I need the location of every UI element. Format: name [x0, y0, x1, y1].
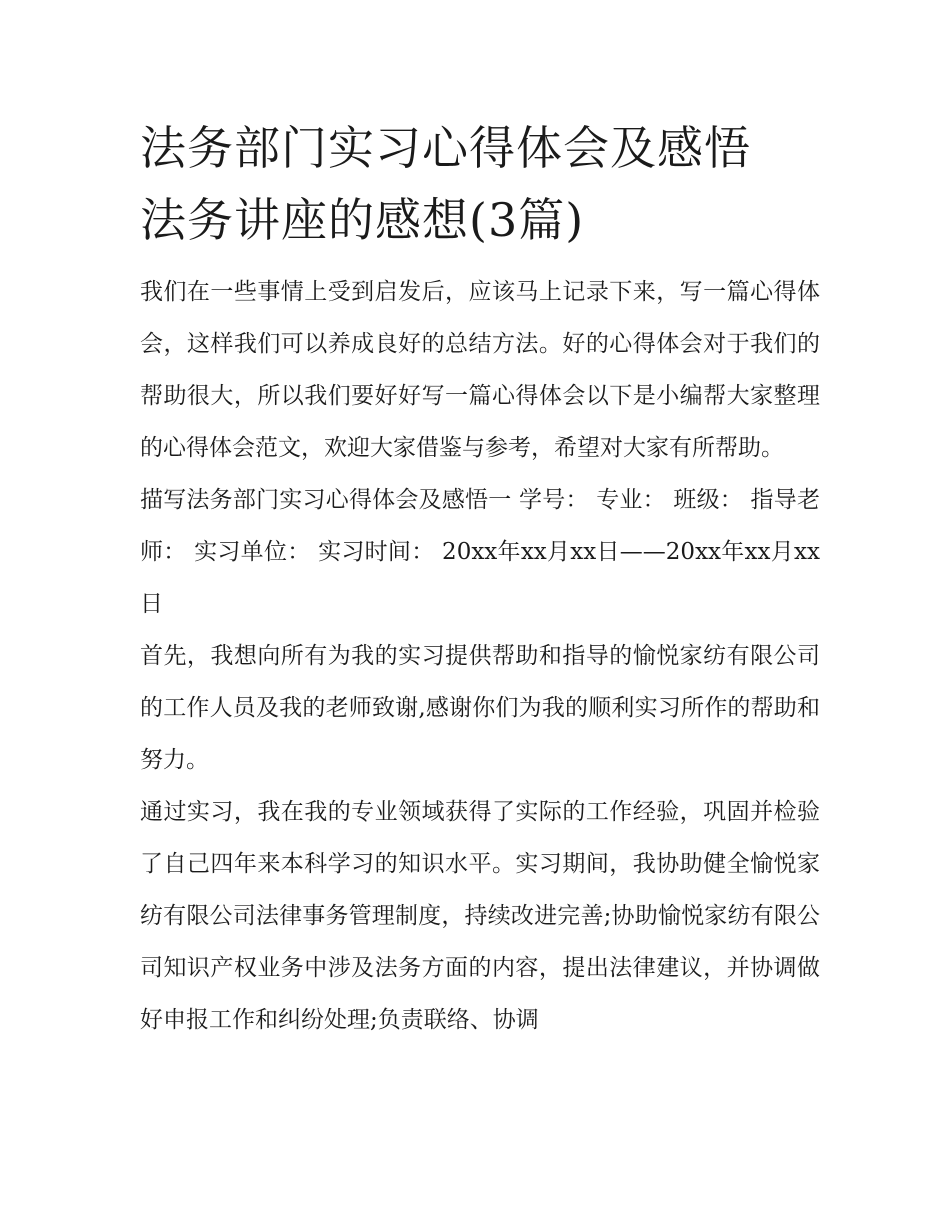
- info-paragraph: 描写法务部门实习心得体会及感悟一 学号： 专业： 班级： 指导老师： 实习单位： 实习时间： 20xx年xx月xx日——20xx年xx月xx日: [140, 487, 820, 617]
- document-title: [140, 112, 820, 256]
- document-page: [140, 112, 820, 1046]
- title-line-1: 法务部门实习心得体会及感悟: [140, 121, 751, 175]
- thanks-paragraph: 首先，我想向所有为我的实习提供帮助和指导的愉悦家纺有限公司的工作人员及我的老师致谢,感谢你们为我的顺利实习所作的帮助和努力。: [140, 643, 820, 773]
- title-line-2: 法务讲座的感想(3篇): [140, 193, 585, 247]
- intro-paragraph: 我们在一些事情上受到启发后，应该马上记录下来，写一篇心得体会，这样我们可以养成良好的总结方法。好的心得体会对于我们的帮助很大，所以我们要好好写一篇心得体会以下是小编帮大家整理的心得体会范文，欢迎大家借鉴与参考，希望对大家有所帮助。: [140, 279, 820, 461]
- experience-paragraph: 通过实习，我在我的专业领域获得了实际的工作经验，巩固并检验了自己四年来本科学习的知识水平。实习期间，我协助健全愉悦家纺有限公司法律事务管理制度，持续改进完善;协助愉悦家纺有限公司知识产权业务中涉及法务方面的内容，提出法律建议，并协调做好申报工作和纠纷处理;负责联络、协调: [140, 799, 820, 1033]
